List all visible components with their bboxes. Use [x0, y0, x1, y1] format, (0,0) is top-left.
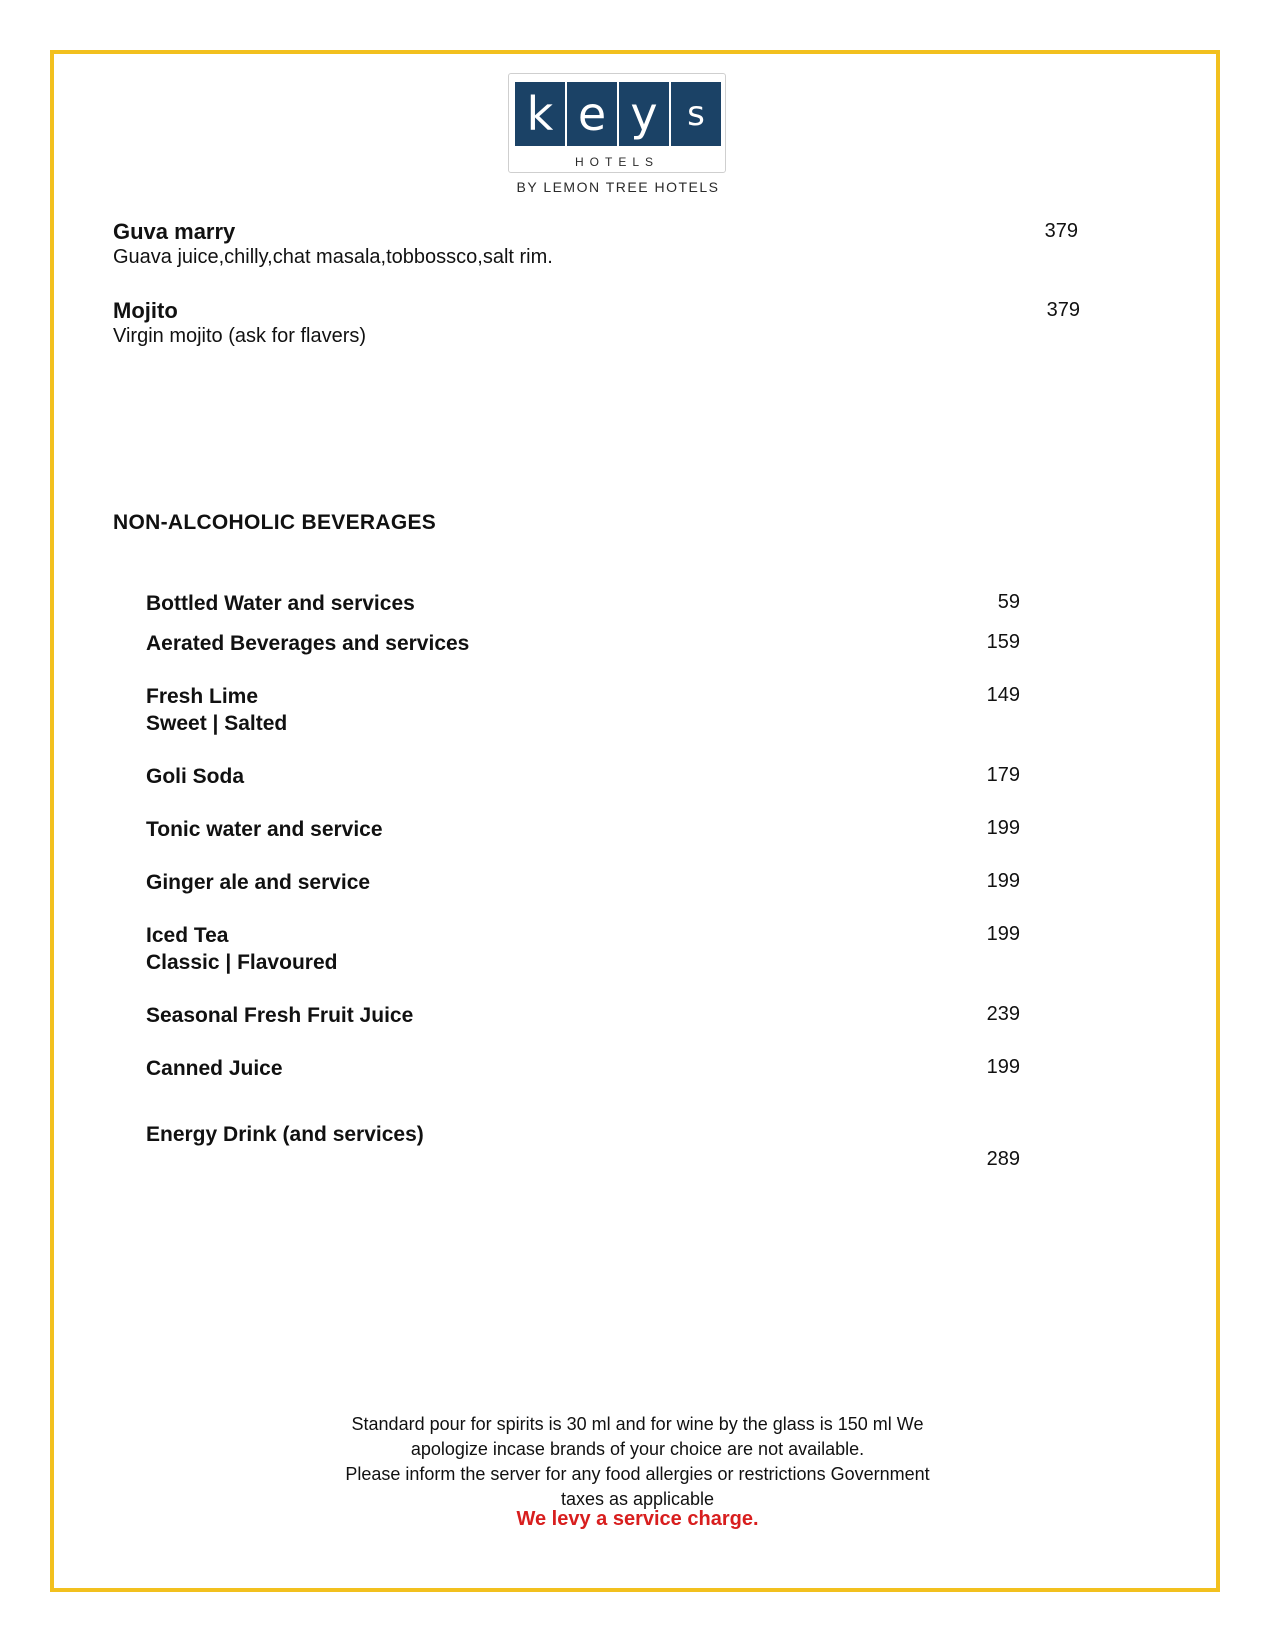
beverage-price: 199 [986, 870, 1020, 892]
logo-tagline: BY LEMON TREE HOTELS [516, 179, 720, 195]
service-charge-notice: We levy a service charge. [516, 1508, 759, 1530]
beverage-name: Canned Juice [146, 1057, 283, 1080]
beverage-name: Tonic water and service [146, 818, 383, 841]
logo-subtitle: HOTELS [574, 155, 659, 169]
section-title: NON-ALCOHOLIC BEVERAGES [113, 511, 437, 534]
footer-line: Please inform the server for any food allergies or restrictions Government [345, 1464, 930, 1484]
footer-line: taxes as applicable [560, 1489, 715, 1509]
cocktail-price: 379 [1046, 299, 1080, 321]
beverage-name: Goli Soda [146, 765, 245, 788]
cocktail-description: Guava juice,chilly,chat masala,tobbossco,salt rim. [113, 246, 553, 268]
beverage-name: Ginger ale and service [146, 871, 371, 894]
beverage-price: 199 [986, 817, 1020, 839]
beverage-name: Iced Tea [146, 924, 229, 947]
beverage-price: 239 [986, 1003, 1020, 1025]
logo-letter-k: k [515, 82, 565, 146]
logo-letter-s: s [671, 82, 721, 146]
keys-hotels-logo [508, 73, 726, 173]
beverage-options: Sweet | Salted [146, 712, 288, 735]
beverage-name: Aerated Beverages and services [146, 632, 470, 655]
beverage-price: 149 [986, 684, 1020, 706]
logo-letter-e: e [567, 82, 617, 146]
cocktail-price: 379 [1044, 220, 1078, 242]
beverage-price: 199 [986, 923, 1020, 945]
cocktail-name: Mojito [113, 298, 178, 323]
beverage-price: 289 [986, 1148, 1020, 1170]
beverage-name: Bottled Water and services [146, 592, 415, 615]
logo-letters [515, 82, 721, 146]
footer-notes [330, 1412, 945, 1512]
beverage-name: Seasonal Fresh Fruit Juice [146, 1004, 414, 1027]
beverage-price: 159 [986, 631, 1020, 653]
beverage-price: 179 [986, 764, 1020, 786]
cocktail-name: Guva marry [113, 219, 236, 244]
cocktail-description: Virgin mojito (ask for flavers) [113, 325, 367, 347]
footer-line: apologize incase brands of your choice are not available. [410, 1439, 865, 1459]
beverage-name: Energy Drink (and services) [146, 1123, 424, 1146]
beverage-price: 59 [997, 591, 1020, 613]
footer-line: Standard pour for spirits is 30 ml and for wine by the glass is 150 ml We [351, 1414, 924, 1434]
logo-letter-y: y [619, 82, 669, 146]
beverage-name: Fresh Lime [146, 685, 259, 708]
beverage-price: 199 [986, 1056, 1020, 1078]
beverage-options: Classic | Flavoured [146, 951, 338, 974]
